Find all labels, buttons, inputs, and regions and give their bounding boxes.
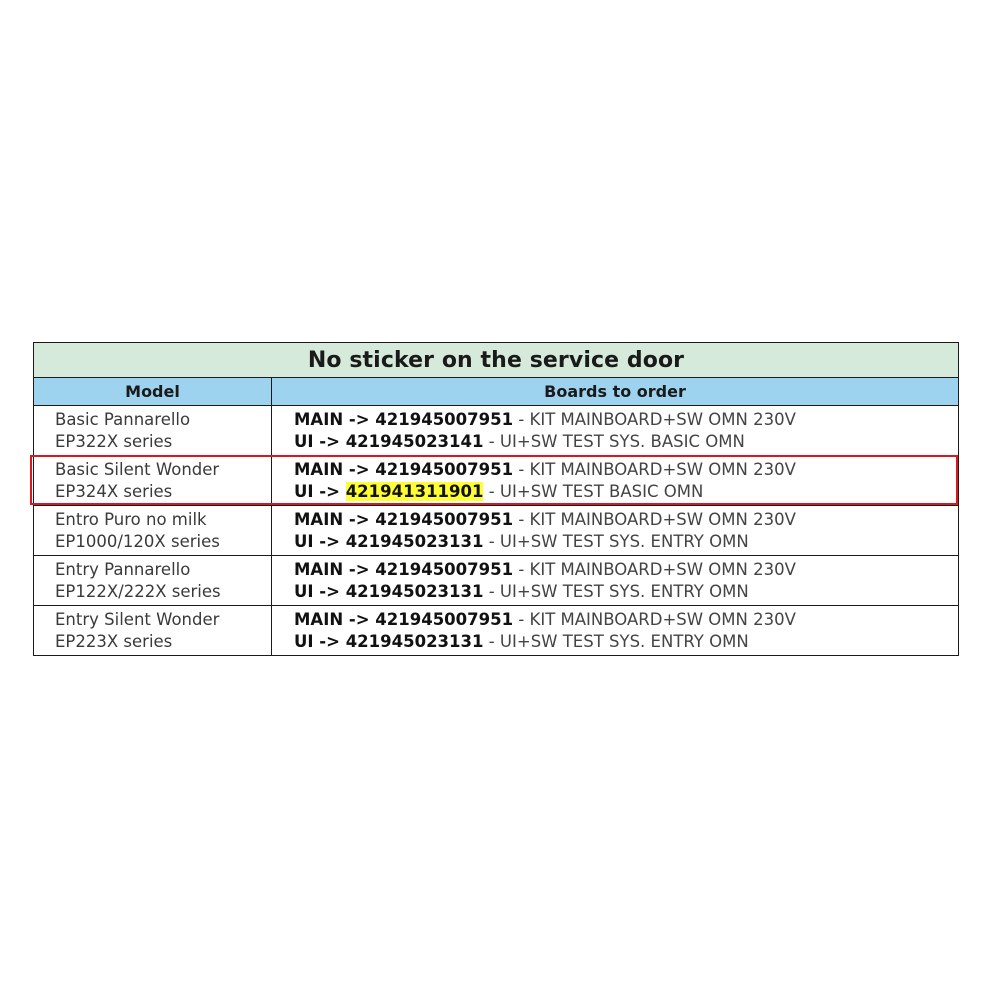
main-board-code: MAIN -> 421945007951 bbox=[294, 509, 514, 529]
ui-board-line bbox=[294, 581, 958, 603]
boards-table bbox=[33, 342, 959, 656]
boards-cell bbox=[272, 556, 959, 606]
main-board-description: - KIT MAINBOARD+SW OMN 230V bbox=[513, 409, 796, 429]
ui-board-code: 421945023131 bbox=[345, 581, 484, 601]
boards-table-container bbox=[33, 342, 958, 656]
table-row bbox=[34, 606, 959, 656]
header-boards: Boards to order bbox=[272, 378, 959, 406]
ui-board-code-highlighted: 421941311901 bbox=[345, 481, 484, 501]
boards-cell bbox=[272, 606, 959, 656]
table-title-row bbox=[34, 343, 959, 378]
main-board-line bbox=[294, 409, 958, 431]
main-board-code: MAIN -> 421945007951 bbox=[294, 559, 514, 579]
ui-board-prefix: UI -> bbox=[294, 431, 346, 451]
boards-cell bbox=[272, 406, 959, 456]
ui-board-code: 421945023131 bbox=[345, 631, 484, 651]
model-name: Basic Silent Wonder bbox=[55, 459, 220, 479]
ui-board-description: - UI+SW TEST BASIC OMN bbox=[483, 481, 704, 501]
main-board-line bbox=[294, 609, 958, 631]
model-name: Entro Puro no milk bbox=[55, 509, 207, 529]
ui-board-prefix: UI -> bbox=[294, 481, 346, 501]
main-board-code: MAIN -> 421945007951 bbox=[294, 609, 514, 629]
ui-board-prefix: UI -> bbox=[294, 631, 346, 651]
ui-board-description: - UI+SW TEST SYS. BASIC OMN bbox=[483, 431, 745, 451]
main-board-line bbox=[294, 459, 958, 481]
model-series: EP223X series bbox=[55, 631, 173, 651]
main-board-code: MAIN -> 421945007951 bbox=[294, 459, 514, 479]
model-cell bbox=[34, 456, 272, 506]
model-name: Entry Silent Wonder bbox=[55, 609, 220, 629]
ui-board-prefix: UI -> bbox=[294, 581, 346, 601]
ui-board-description: - UI+SW TEST SYS. ENTRY OMN bbox=[483, 631, 749, 651]
ui-board-code: 421945023131 bbox=[345, 531, 484, 551]
boards-cell bbox=[272, 506, 959, 556]
model-name: Basic Pannarello bbox=[55, 409, 191, 429]
main-board-description: - KIT MAINBOARD+SW OMN 230V bbox=[513, 509, 796, 529]
model-series: EP324X series bbox=[55, 481, 173, 501]
table-header-row bbox=[34, 378, 959, 406]
model-series: EP122X/222X series bbox=[55, 581, 221, 601]
table-row-highlighted bbox=[34, 456, 959, 506]
model-cell bbox=[34, 406, 272, 456]
table-row bbox=[34, 406, 959, 456]
model-cell bbox=[34, 506, 272, 556]
table-title: No sticker on the service door bbox=[34, 343, 959, 378]
ui-board-description: - UI+SW TEST SYS. ENTRY OMN bbox=[483, 581, 749, 601]
model-series: EP1000/120X series bbox=[55, 531, 220, 551]
main-board-description: - KIT MAINBOARD+SW OMN 230V bbox=[513, 459, 796, 479]
table-row bbox=[34, 506, 959, 556]
boards-cell bbox=[272, 456, 959, 506]
model-name: Entry Pannarello bbox=[55, 559, 191, 579]
main-board-description: - KIT MAINBOARD+SW OMN 230V bbox=[513, 609, 796, 629]
header-model: Model bbox=[34, 378, 272, 406]
ui-board-description: - UI+SW TEST SYS. ENTRY OMN bbox=[483, 531, 749, 551]
main-board-description: - KIT MAINBOARD+SW OMN 230V bbox=[513, 559, 796, 579]
ui-board-line bbox=[294, 631, 958, 653]
ui-board-line bbox=[294, 431, 958, 453]
main-board-code: MAIN -> 421945007951 bbox=[294, 409, 514, 429]
ui-board-prefix: UI -> bbox=[294, 531, 346, 551]
ui-board-code: 421945023141 bbox=[345, 431, 484, 451]
model-cell bbox=[34, 556, 272, 606]
ui-board-line bbox=[294, 531, 958, 553]
ui-board-line bbox=[294, 481, 958, 503]
table-row bbox=[34, 556, 959, 606]
model-series: EP322X series bbox=[55, 431, 173, 451]
model-cell bbox=[34, 606, 272, 656]
main-board-line bbox=[294, 559, 958, 581]
main-board-line bbox=[294, 509, 958, 531]
